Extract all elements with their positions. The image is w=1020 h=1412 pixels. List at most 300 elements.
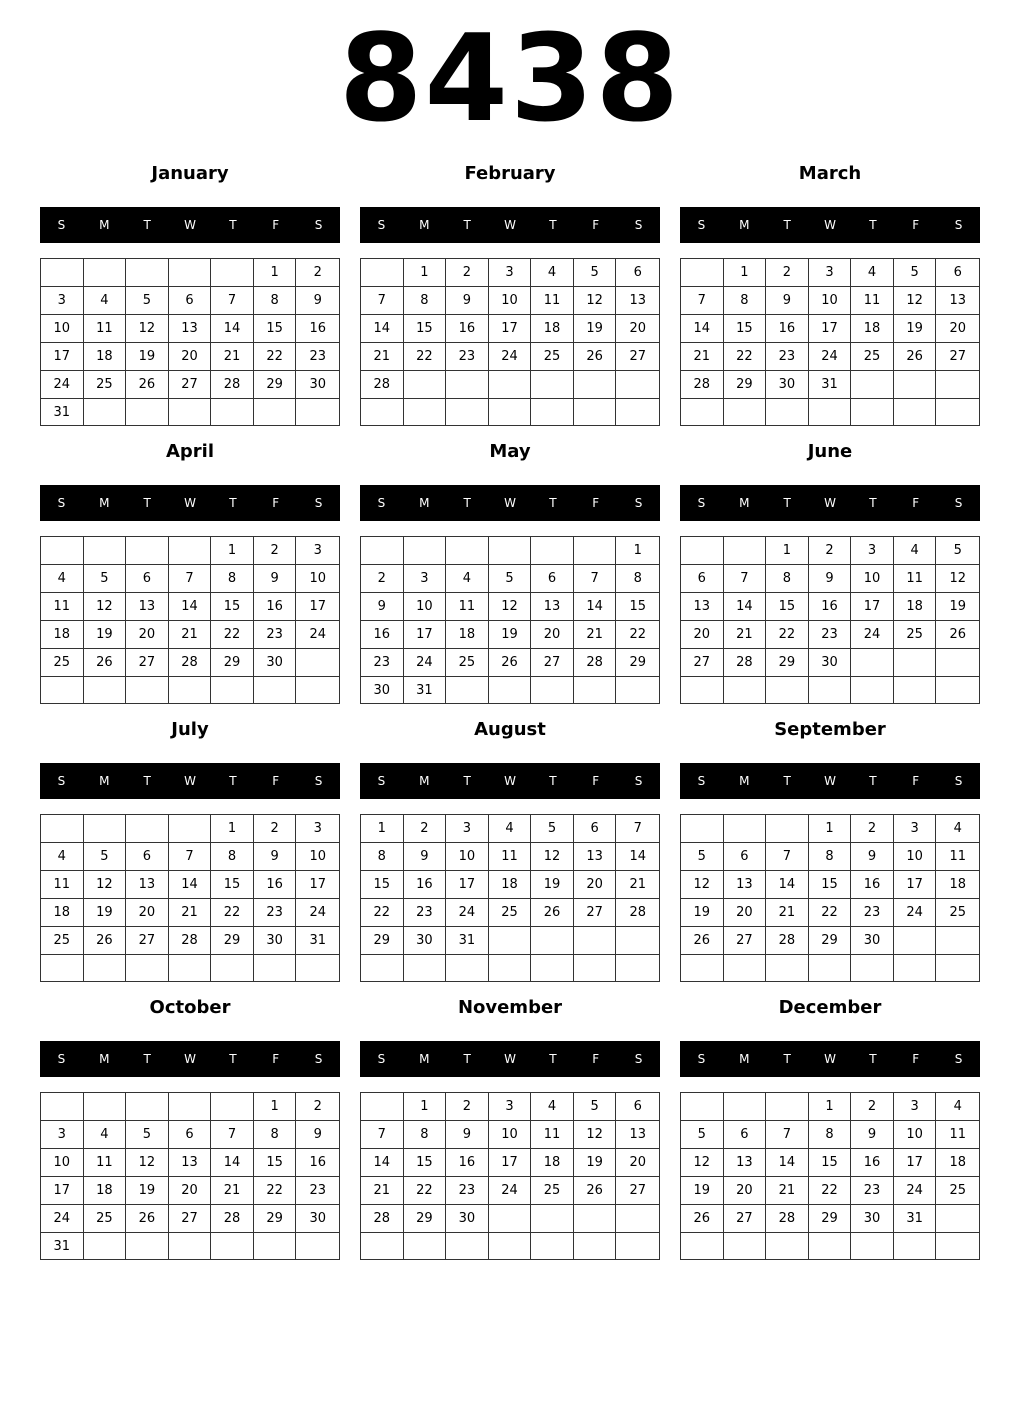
day-cell: 27	[616, 1177, 659, 1205]
day-cell: 7	[169, 843, 212, 871]
empty-cell	[531, 1233, 574, 1259]
weekday-label: S	[314, 1052, 323, 1066]
empty-cell	[296, 955, 339, 981]
day-cell: 21	[211, 343, 254, 371]
weekday-label: M	[739, 218, 750, 232]
day-cell: 18	[936, 1149, 979, 1177]
day-cell: 15	[724, 315, 767, 343]
day-cell: 4	[489, 815, 532, 843]
day-cell: 19	[84, 899, 127, 927]
day-cell: 3	[489, 1093, 532, 1121]
empty-cell	[254, 1233, 297, 1260]
day-cell: 28	[616, 899, 659, 927]
empty-cell	[211, 399, 254, 426]
weekday-label: T	[869, 774, 877, 788]
empty-cell	[574, 955, 617, 981]
weekday-label: T	[869, 218, 877, 232]
weekday-label: F	[592, 218, 600, 232]
day-cell: 7	[361, 287, 404, 315]
day-cell: 18	[41, 621, 84, 649]
weekday-label: F	[272, 1052, 280, 1066]
day-cell: 14	[724, 593, 767, 621]
empty-cell	[361, 1233, 404, 1259]
day-cell: 12	[84, 593, 127, 621]
day-cell: 23	[296, 1177, 339, 1205]
day-cell: 2	[851, 1093, 894, 1121]
day-cell: 28	[169, 927, 212, 955]
weekday-header	[360, 207, 660, 243]
empty-cell	[724, 815, 767, 843]
day-cell: 8	[766, 565, 809, 593]
day-cell: 27	[681, 649, 724, 677]
month-april	[40, 439, 340, 709]
month-name: June	[807, 441, 853, 462]
empty-cell	[851, 955, 894, 981]
empty-cell	[41, 537, 84, 565]
empty-cell	[254, 955, 297, 981]
day-cell: 26	[681, 1205, 724, 1233]
month-october	[40, 995, 340, 1265]
day-cell: 28	[211, 371, 254, 399]
day-cell: 13	[681, 593, 724, 621]
day-cell: 24	[851, 621, 894, 649]
empty-cell	[894, 955, 937, 981]
empty-cell	[254, 399, 297, 426]
weekday-label: W	[504, 218, 516, 232]
empty-cell	[574, 537, 617, 565]
day-cell: 22	[211, 899, 254, 927]
day-cell: 13	[574, 843, 617, 871]
day-cell: 29	[254, 371, 297, 399]
day-cell: 26	[126, 371, 169, 399]
empty-cell	[681, 1233, 724, 1259]
day-cell: 2	[296, 1093, 339, 1121]
month-november	[360, 995, 660, 1265]
weekday-label: M	[99, 496, 110, 510]
day-cell: 10	[894, 1121, 937, 1149]
empty-cell	[84, 537, 127, 565]
day-cell: 30	[851, 927, 894, 955]
empty-cell	[616, 927, 659, 955]
day-cell: 12	[681, 1149, 724, 1177]
day-cell: 24	[489, 1177, 532, 1205]
day-grid	[40, 258, 340, 426]
weekday-label: T	[869, 1052, 877, 1066]
weekday-header	[680, 485, 980, 521]
empty-cell	[489, 677, 532, 704]
day-cell: 5	[574, 1093, 617, 1121]
weekday-header	[360, 763, 660, 799]
day-cell: 23	[766, 343, 809, 371]
day-grid	[680, 536, 980, 704]
day-cell: 12	[84, 871, 127, 899]
day-cell: 9	[809, 565, 852, 593]
day-cell: 10	[41, 315, 84, 343]
day-cell: 9	[446, 1121, 489, 1149]
empty-cell	[404, 371, 447, 399]
day-cell: 30	[446, 1205, 489, 1233]
day-cell: 13	[724, 871, 767, 899]
day-cell: 11	[41, 593, 84, 621]
empty-cell	[681, 955, 724, 981]
day-cell: 24	[446, 899, 489, 927]
day-cell: 23	[254, 621, 297, 649]
day-cell: 6	[936, 259, 979, 287]
day-cell: 14	[211, 315, 254, 343]
weekday-label: T	[143, 1052, 151, 1066]
day-grid	[680, 1092, 980, 1260]
empty-cell	[574, 927, 617, 955]
day-cell: 4	[41, 843, 84, 871]
day-cell: 19	[681, 1177, 724, 1205]
weekday-label: T	[783, 1052, 791, 1066]
day-cell: 16	[851, 871, 894, 899]
day-cell: 22	[766, 621, 809, 649]
day-grid	[360, 1092, 660, 1260]
day-cell: 15	[211, 593, 254, 621]
day-cell: 30	[254, 927, 297, 955]
day-cell: 31	[404, 677, 447, 704]
weekday-label: T	[783, 774, 791, 788]
empty-cell	[766, 1233, 809, 1259]
day-cell: 1	[404, 259, 447, 287]
day-cell: 6	[126, 565, 169, 593]
empty-cell	[681, 1093, 724, 1121]
day-cell: 2	[446, 259, 489, 287]
day-cell: 27	[126, 927, 169, 955]
empty-cell	[766, 399, 809, 425]
weekday-label: T	[549, 496, 557, 510]
day-cell: 10	[851, 565, 894, 593]
day-cell: 19	[574, 315, 617, 343]
weekday-label: T	[549, 1052, 557, 1066]
day-cell: 18	[531, 315, 574, 343]
month-name: December	[778, 997, 882, 1018]
weekday-label: F	[272, 496, 280, 510]
empty-cell	[936, 1233, 979, 1259]
weekday-label: M	[419, 1052, 430, 1066]
day-cell: 17	[404, 621, 447, 649]
empty-cell	[446, 399, 489, 425]
day-cell: 8	[809, 1121, 852, 1149]
day-cell: 29	[361, 927, 404, 955]
day-cell: 19	[489, 621, 532, 649]
day-cell: 11	[446, 593, 489, 621]
empty-cell	[489, 1233, 532, 1259]
weekday-label: T	[463, 218, 471, 232]
month-may	[360, 439, 660, 709]
day-cell: 5	[681, 843, 724, 871]
weekday-label: T	[143, 218, 151, 232]
day-cell: 3	[446, 815, 489, 843]
day-cell: 21	[681, 343, 724, 371]
day-cell: 20	[169, 1177, 212, 1205]
empty-cell	[296, 649, 339, 677]
weekday-label: F	[912, 496, 920, 510]
weekday-label: T	[229, 496, 237, 510]
day-cell: 8	[254, 287, 297, 315]
day-cell: 29	[766, 649, 809, 677]
day-cell: 11	[936, 843, 979, 871]
empty-cell	[809, 399, 852, 425]
day-cell: 17	[41, 343, 84, 371]
day-cell: 8	[211, 843, 254, 871]
weekday-header	[680, 1041, 980, 1077]
day-cell: 27	[936, 343, 979, 371]
day-cell: 22	[404, 1177, 447, 1205]
month-name: May	[489, 441, 531, 462]
empty-cell	[681, 399, 724, 425]
day-cell: 23	[296, 343, 339, 371]
day-cell: 8	[724, 287, 767, 315]
day-cell: 20	[531, 621, 574, 649]
weekday-label: M	[419, 496, 430, 510]
day-cell: 21	[169, 899, 212, 927]
day-cell: 29	[809, 927, 852, 955]
weekday-label: S	[697, 1052, 706, 1066]
day-cell: 11	[936, 1121, 979, 1149]
empty-cell	[616, 399, 659, 425]
day-cell: 3	[894, 815, 937, 843]
day-cell: 11	[531, 1121, 574, 1149]
day-cell: 22	[404, 343, 447, 371]
empty-cell	[724, 677, 767, 703]
day-cell: 22	[616, 621, 659, 649]
day-cell: 5	[84, 843, 127, 871]
day-cell: 26	[84, 649, 127, 677]
day-grid	[680, 814, 980, 982]
day-cell: 19	[681, 899, 724, 927]
weekday-header	[40, 485, 340, 521]
day-cell: 23	[446, 1177, 489, 1205]
day-cell: 23	[404, 899, 447, 927]
day-cell: 21	[766, 899, 809, 927]
weekday-label: F	[912, 774, 920, 788]
day-cell: 20	[126, 899, 169, 927]
weekday-label: W	[184, 774, 196, 788]
empty-cell	[574, 1205, 617, 1233]
weekday-label: F	[912, 1052, 920, 1066]
day-cell: 18	[489, 871, 532, 899]
day-cell: 17	[489, 315, 532, 343]
day-cell: 8	[254, 1121, 297, 1149]
day-cell: 12	[894, 287, 937, 315]
empty-cell	[574, 1233, 617, 1259]
month-name: July	[171, 719, 209, 740]
day-cell: 6	[574, 815, 617, 843]
month-name: February	[464, 163, 556, 184]
empty-cell	[681, 677, 724, 703]
empty-cell	[531, 955, 574, 981]
empty-cell	[404, 1233, 447, 1259]
day-cell: 1	[404, 1093, 447, 1121]
empty-cell	[724, 537, 767, 565]
empty-cell	[724, 1233, 767, 1259]
day-cell: 7	[211, 287, 254, 315]
day-grid	[40, 536, 340, 704]
day-cell: 30	[851, 1205, 894, 1233]
day-cell: 14	[681, 315, 724, 343]
day-cell: 16	[851, 1149, 894, 1177]
day-cell: 4	[531, 259, 574, 287]
day-cell: 8	[361, 843, 404, 871]
day-cell: 2	[404, 815, 447, 843]
empty-cell	[126, 955, 169, 981]
day-cell: 13	[616, 1121, 659, 1149]
day-cell: 26	[126, 1205, 169, 1233]
day-cell: 7	[766, 1121, 809, 1149]
day-cell: 28	[361, 371, 404, 399]
day-cell: 7	[724, 565, 767, 593]
day-cell: 29	[211, 649, 254, 677]
day-cell: 21	[361, 343, 404, 371]
day-cell: 27	[126, 649, 169, 677]
day-cell: 26	[489, 649, 532, 677]
day-cell: 12	[574, 1121, 617, 1149]
day-cell: 26	[84, 927, 127, 955]
weekday-header	[40, 763, 340, 799]
day-cell: 25	[936, 1177, 979, 1205]
day-cell: 16	[361, 621, 404, 649]
day-cell: 20	[616, 1149, 659, 1177]
empty-cell	[894, 399, 937, 425]
day-cell: 24	[489, 343, 532, 371]
weekday-label: S	[57, 1052, 66, 1066]
weekday-label: W	[504, 1052, 516, 1066]
day-cell: 22	[809, 1177, 852, 1205]
weekday-label: W	[184, 1052, 196, 1066]
empty-cell	[169, 955, 212, 981]
day-cell: 15	[616, 593, 659, 621]
day-cell: 12	[574, 287, 617, 315]
weekday-label: T	[229, 774, 237, 788]
day-cell: 23	[446, 343, 489, 371]
day-cell: 12	[489, 593, 532, 621]
empty-cell	[894, 1233, 937, 1259]
day-cell: 27	[724, 1205, 767, 1233]
day-cell: 17	[41, 1177, 84, 1205]
weekday-header	[360, 485, 660, 521]
empty-cell	[446, 1233, 489, 1259]
day-cell: 17	[809, 315, 852, 343]
day-cell: 8	[809, 843, 852, 871]
day-cell: 4	[84, 1121, 127, 1149]
day-cell: 15	[254, 315, 297, 343]
day-cell: 20	[169, 343, 212, 371]
day-cell: 12	[936, 565, 979, 593]
day-cell: 9	[296, 1121, 339, 1149]
day-cell: 7	[574, 565, 617, 593]
day-cell: 21	[766, 1177, 809, 1205]
day-cell: 25	[894, 621, 937, 649]
day-cell: 6	[531, 565, 574, 593]
weekday-label: S	[314, 496, 323, 510]
day-cell: 2	[296, 259, 339, 287]
empty-cell	[126, 399, 169, 426]
day-cell: 27	[616, 343, 659, 371]
day-cell: 17	[296, 871, 339, 899]
day-cell: 16	[254, 593, 297, 621]
empty-cell	[724, 1093, 767, 1121]
empty-cell	[894, 371, 937, 399]
weekday-label: T	[143, 774, 151, 788]
weekday-label: T	[229, 1052, 237, 1066]
day-cell: 10	[489, 1121, 532, 1149]
day-cell: 5	[574, 259, 617, 287]
day-cell: 12	[126, 315, 169, 343]
day-cell: 13	[169, 315, 212, 343]
day-cell: 9	[851, 1121, 894, 1149]
day-cell: 1	[766, 537, 809, 565]
empty-cell	[724, 399, 767, 425]
day-cell: 22	[254, 343, 297, 371]
weekday-header	[40, 1041, 340, 1077]
day-cell: 21	[169, 621, 212, 649]
day-cell: 5	[126, 287, 169, 315]
day-cell: 22	[724, 343, 767, 371]
day-cell: 18	[851, 315, 894, 343]
day-cell: 2	[446, 1093, 489, 1121]
weekday-label: S	[954, 496, 963, 510]
day-cell: 5	[681, 1121, 724, 1149]
day-cell: 31	[809, 371, 852, 399]
empty-cell	[41, 1093, 84, 1121]
weekday-label: F	[592, 1052, 600, 1066]
day-grid	[680, 258, 980, 426]
empty-cell	[936, 371, 979, 399]
day-cell: 3	[894, 1093, 937, 1121]
empty-cell	[41, 815, 84, 843]
empty-cell	[169, 1233, 212, 1260]
day-grid	[360, 814, 660, 982]
month-name: January	[151, 163, 229, 184]
day-cell: 11	[531, 287, 574, 315]
weekday-label: S	[377, 1052, 386, 1066]
empty-cell	[936, 399, 979, 425]
empty-cell	[851, 649, 894, 677]
day-cell: 5	[126, 1121, 169, 1149]
day-cell: 10	[894, 843, 937, 871]
day-cell: 30	[404, 927, 447, 955]
day-cell: 1	[254, 259, 297, 287]
empty-cell	[616, 955, 659, 981]
month-august	[360, 717, 660, 987]
day-cell: 3	[41, 1121, 84, 1149]
empty-cell	[936, 649, 979, 677]
day-cell: 20	[724, 1177, 767, 1205]
empty-cell	[616, 677, 659, 704]
empty-cell	[84, 1093, 127, 1121]
day-cell: 11	[84, 315, 127, 343]
day-cell: 9	[404, 843, 447, 871]
empty-cell	[574, 677, 617, 704]
empty-cell	[616, 371, 659, 399]
day-cell: 29	[254, 1205, 297, 1233]
day-cell: 16	[446, 315, 489, 343]
empty-cell	[84, 1233, 127, 1260]
weekday-label: W	[824, 774, 836, 788]
empty-cell	[446, 677, 489, 704]
weekday-label: M	[99, 774, 110, 788]
empty-cell	[766, 815, 809, 843]
day-cell: 18	[894, 593, 937, 621]
day-cell: 16	[766, 315, 809, 343]
day-cell: 24	[809, 343, 852, 371]
day-cell: 29	[211, 927, 254, 955]
day-cell: 14	[211, 1149, 254, 1177]
weekday-label: S	[314, 774, 323, 788]
day-cell: 25	[489, 899, 532, 927]
